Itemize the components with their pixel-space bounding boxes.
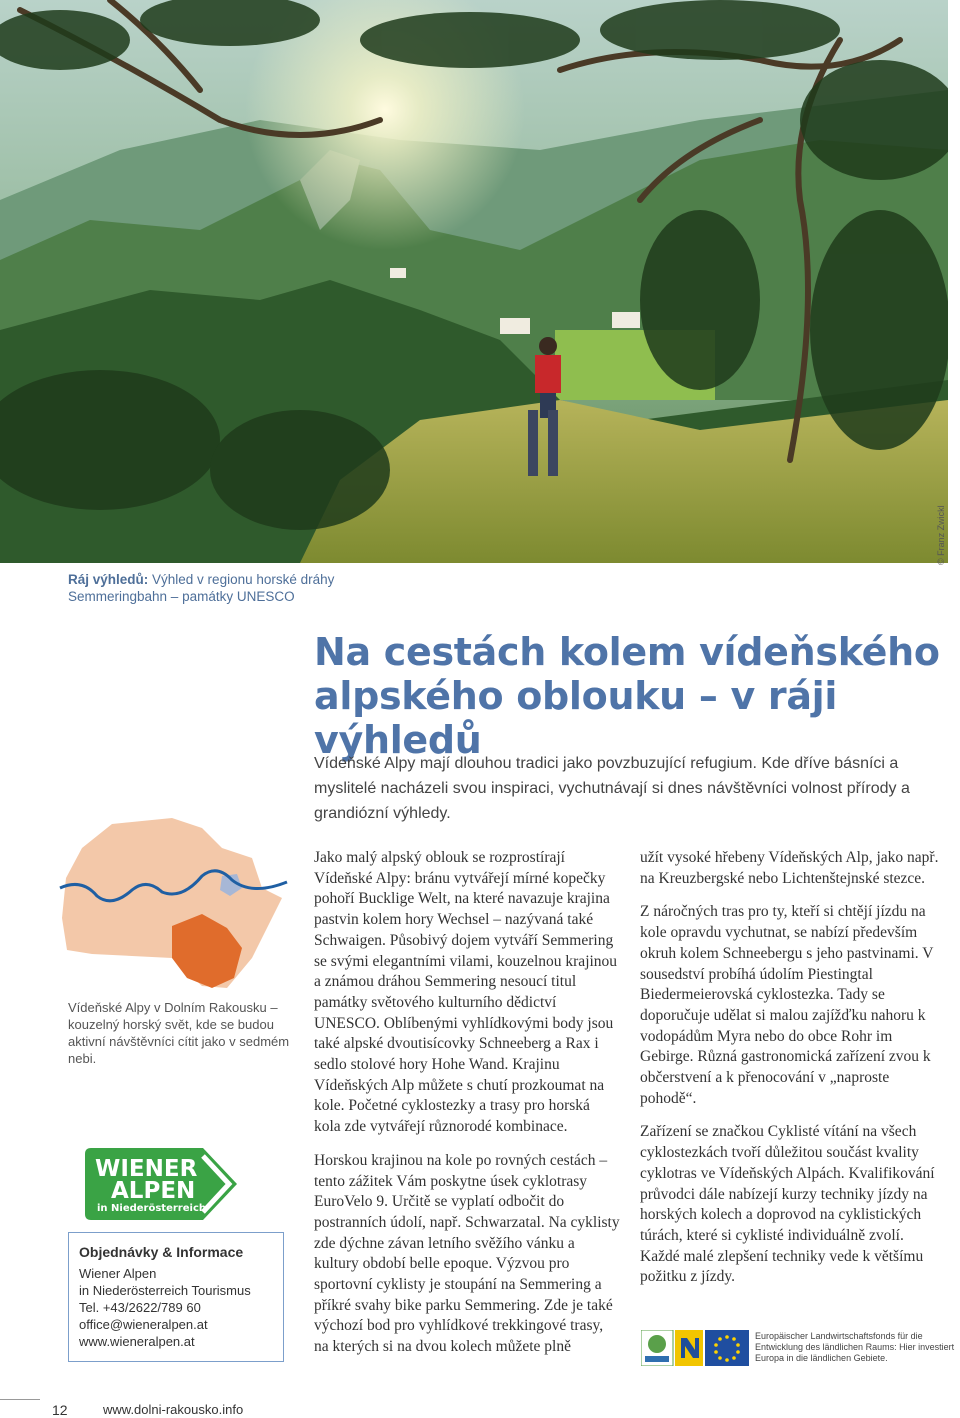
region-map: [52, 818, 292, 1003]
text-column-1: [314, 848, 620, 1371]
col2-paragraph-3: Zařízení se značkou Cyklisté vítání na všech cyklostezkách tvoří důležitou součást kvality cyklotras ve Vídeňských Alpách. Kvalifikování průvodci dále nabízejí kurzy techniky jízdy na horských kolech a doprovod na cyklistických túrách, které si cyklisté individuálně zvolí. Každé malé zlepšení techniky vede k většímu požitku z jízdy.: [640, 1123, 935, 1286]
logo-line-3: in Niederösterreich: [97, 1203, 206, 1214]
article-title: [314, 630, 954, 762]
col1-paragraph-1: Jako malý alpský oblouk se rozprostírají Vídeňské Alpy: bránu vytvářejí mírné kopečky pohoří Bucklige Welt, na které navazuje krajina pastvin kolem hory Wechsel – nazývaná také Schwaigen. Působivý dojem vytváří Semmering se svými elegantními vilami, kouzelnou krajinou a známou dráhou Semmering nesoucí titul památky světového kulturního dědictví UNESCO. Oblíbenými vyhlídkovými body jsou také alpské dvoutisícovky Schneeberg a Rax i sedlo stolové hory Hohe Wand. Krajinu Vídeňských Alp můžete s chutí prozkoumat na kole. Početné cyklostezky a trasy pro horská kola zde vytvářejí různorodé kombinace.: [314, 849, 618, 1136]
wiener-alpen-logo: [85, 1148, 239, 1225]
col1-paragraph-2: Horskou krajinou na kole po rovných cestách – tento zážitek Vám poskytne úsek cyklotrasy EuroVelo 9. Určitě se vyplatí odbočit do postranních údolí, např. Schwarzatal. Na cyklisty zde dýchne závan letního svěžího vánku a kultury období belle epoque. Výzvou pro sportovní cyklisty je stoupání na Semmering a příkré svahy bike parku Semmering. Zde je také výchozí bod pro vyhlídkové trekkingové trasy, na kterých si na dvou kolech můžete plně: [314, 1151, 620, 1356]
caption-text: Výhled v regionu horské dráhy Semmeringbahn – památky UNESCO: [68, 572, 335, 604]
contact-email[interactable]: office@wieneralpen.at: [79, 1317, 208, 1332]
photo-caption: [68, 571, 338, 605]
logo-line-2: ALPEN: [111, 1178, 196, 1204]
footer-divider: [0, 1399, 40, 1400]
photo-credit: © Franz Zwickl: [936, 505, 946, 565]
funding-text: Europäischer Landwirtschaftsfonds für die Entwicklung des ländlichen Raums: Hier investiert Europa in die ländlichen Gebiete.: [755, 1331, 955, 1363]
logo-line-1: WIENER: [95, 1156, 198, 1182]
map-lower-austria: [62, 818, 282, 988]
text-column-2: [640, 848, 946, 1301]
contact-heading: Objednávky & Informace: [79, 1244, 244, 1260]
title-line-1: Na cestách kolem vídeňského: [314, 630, 940, 674]
footer-url[interactable]: www.dolni-rakousko.info: [103, 1402, 244, 1417]
hero-photo: [0, 0, 948, 563]
contact-org-2: in Niederösterreich Tourismus: [79, 1283, 251, 1298]
contact-web[interactable]: www.wieneralpen.at: [79, 1334, 195, 1349]
map-graphic: [52, 818, 292, 998]
lead-paragraph: Vídeňské Alpy mají dlouhou tradici jako povzbuzující refugium. Kde dříve básníci a myslitelé nacházeli svou inspiraci, vychutnávají si dnes návštěvníci volnost přírody a grandiózní výhledy.: [314, 755, 910, 822]
caption-bold: Ráj výhledů:: [68, 572, 149, 587]
title-line-2: alpského oblouku – v ráji výhledů: [314, 674, 838, 762]
funding-logos-graphic: [641, 1330, 749, 1366]
contact-info-box: [68, 1232, 284, 1362]
col2-paragraph-2: Z náročných tras pro ty, kteří si chtějí jízdu na kole opravdu vychutnat, se nabízí především okruh kolem Schneebergu s jeho pastvinami. V sousedství probíhá údolím Piestingtal Biedermeierovská cyklostezka. Tady se doporučuje udělat si malou zajížďku nahoru k vodopádům Myra nebo do obce Rohr im Gebirge. Různá gastronomická zařízení zvou k občerstvení a k přenocování v „naproste pohodě“.: [640, 903, 934, 1107]
funding-logos: [641, 1330, 749, 1371]
map-caption: Vídeňské Alpy v Dolním Rakousku – kouzelný horský svět, kde se budou aktivní návštěvníci cítit jako v sedmém nebi.: [68, 1000, 290, 1066]
landscape-image: [0, 0, 948, 563]
col2-paragraph-1: užít vysoké hřebeny Vídeňských Alp, jako např. na Kreuzbergské nebo Lichtenštejnské stezce.: [640, 849, 939, 887]
logo-badge: [85, 1148, 239, 1220]
page-number: 12: [52, 1402, 68, 1418]
contact-org-1: Wiener Alpen: [79, 1266, 157, 1281]
contact-tel: Tel. +43/2622/789 60: [79, 1300, 201, 1315]
